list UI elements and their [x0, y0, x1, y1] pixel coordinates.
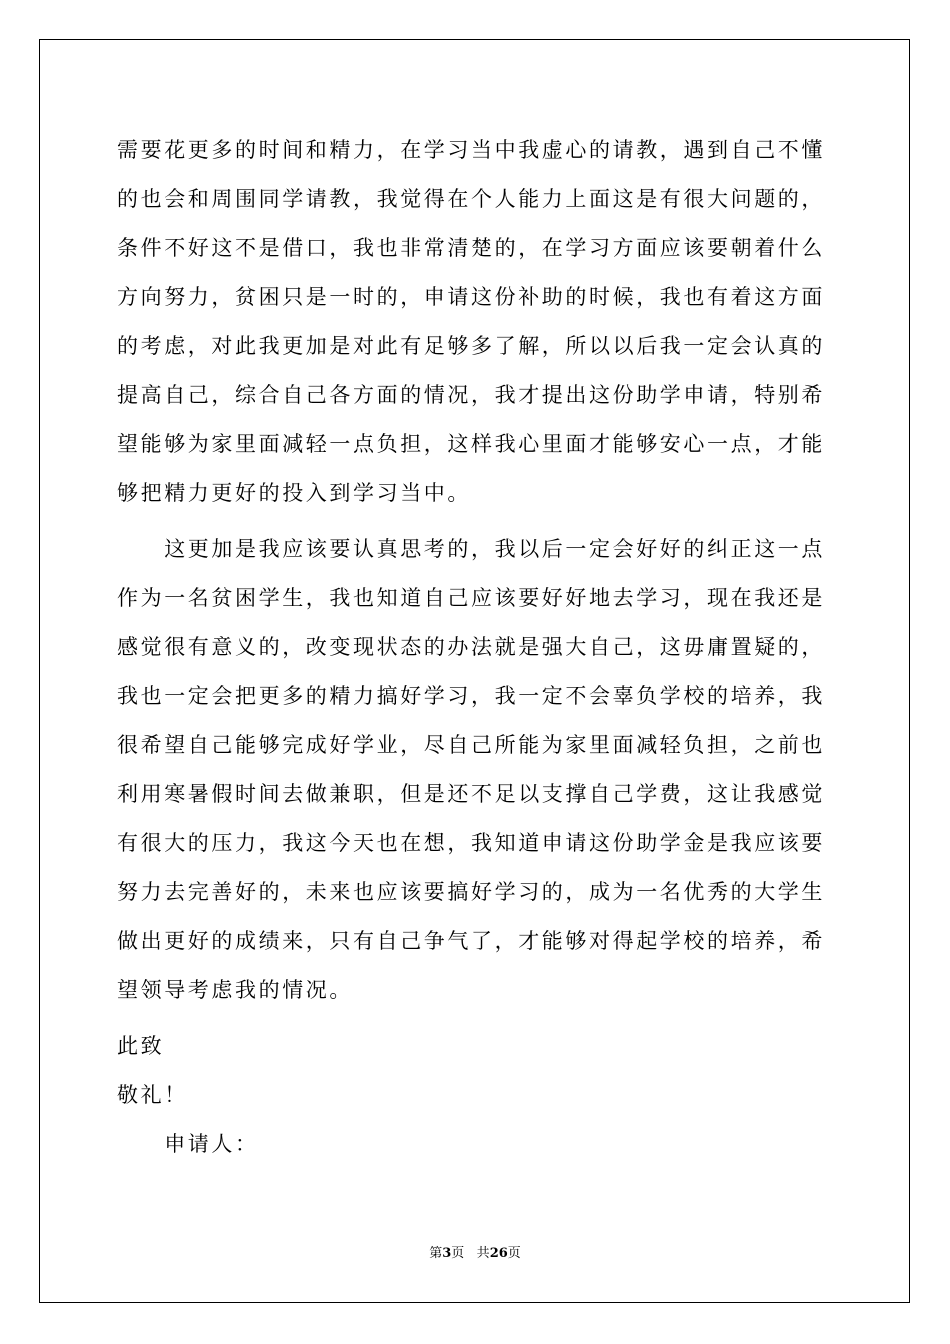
- body-line: 努力去完善好的，未来也应该要搞好学习的，成为一名优秀的大学生: [117, 880, 825, 904]
- body-line: 望领导考虑我的情况。: [117, 978, 353, 1002]
- page-number: 3: [442, 1246, 452, 1261]
- body-line: 很希望自己能够完成好学业，尽自己所能为家里面减轻负担，之前也: [117, 733, 825, 757]
- body-line: 感觉很有意义的，改变现状态的办法就是强大自己，这毋庸置疑的，: [117, 635, 825, 659]
- body-line: 够把精力更好的投入到学习当中。: [117, 481, 471, 505]
- page-suffix: 页: [451, 1246, 465, 1261]
- body-line: 作为一名贫困学生，我也知道自己应该要好好地去学习，现在我还是: [117, 586, 825, 610]
- body-line: 做出更好的成绩来，只有自己争气了，才能够对得起学校的培养，希: [117, 929, 825, 953]
- body-line: 有很大的压力，我这今天也在想，我知道申请这份助学金是我应该要: [117, 831, 825, 855]
- body-line: 我也一定会把更多的精力搞好学习，我一定不会辜负学校的培养，我: [117, 684, 825, 708]
- total-pages: 26: [489, 1246, 508, 1261]
- salutation-line: 敬礼！: [117, 1083, 188, 1107]
- closing-line: 此致: [117, 1034, 165, 1058]
- body-line: 条件不好这不是借口，我也非常清楚的，在学习方面应该要朝着什么: [117, 236, 825, 260]
- body-line: 利用寒暑假时间去做兼职，但是还不足以支撑自己学费，这让我感觉: [117, 782, 825, 806]
- page-prefix: 第: [429, 1246, 443, 1261]
- page-border: [39, 39, 910, 1303]
- total-prefix: 共: [476, 1246, 490, 1261]
- body-line: 的也会和周围同学请教，我觉得在个人能力上面这是有很大问题的，: [117, 187, 825, 211]
- body-line: 这更加是我应该要认真思考的，我以后一定会好好的纠正这一点: [117, 537, 825, 561]
- body-line: 的考虑，对此我更加是对此有足够多了解，所以以后我一定会认真的: [117, 334, 825, 358]
- page-footer: [0, 1245, 950, 1263]
- applicant-line: 申请人：: [117, 1132, 259, 1156]
- total-suffix: 页: [507, 1246, 521, 1261]
- body-line: 提高自己，综合自己各方面的情况，我才提出这份助学申请，特别希: [117, 383, 825, 407]
- body-line: 需要花更多的时间和精力，在学习当中我虚心的请教，遇到自己不懂: [117, 138, 825, 162]
- body-line: 望能够为家里面减轻一点负担，这样我心里面才能够安心一点，才能: [117, 432, 825, 456]
- body-line: 方向努力，贫困只是一时的，申请这份补助的时候，我也有着这方面: [117, 285, 825, 309]
